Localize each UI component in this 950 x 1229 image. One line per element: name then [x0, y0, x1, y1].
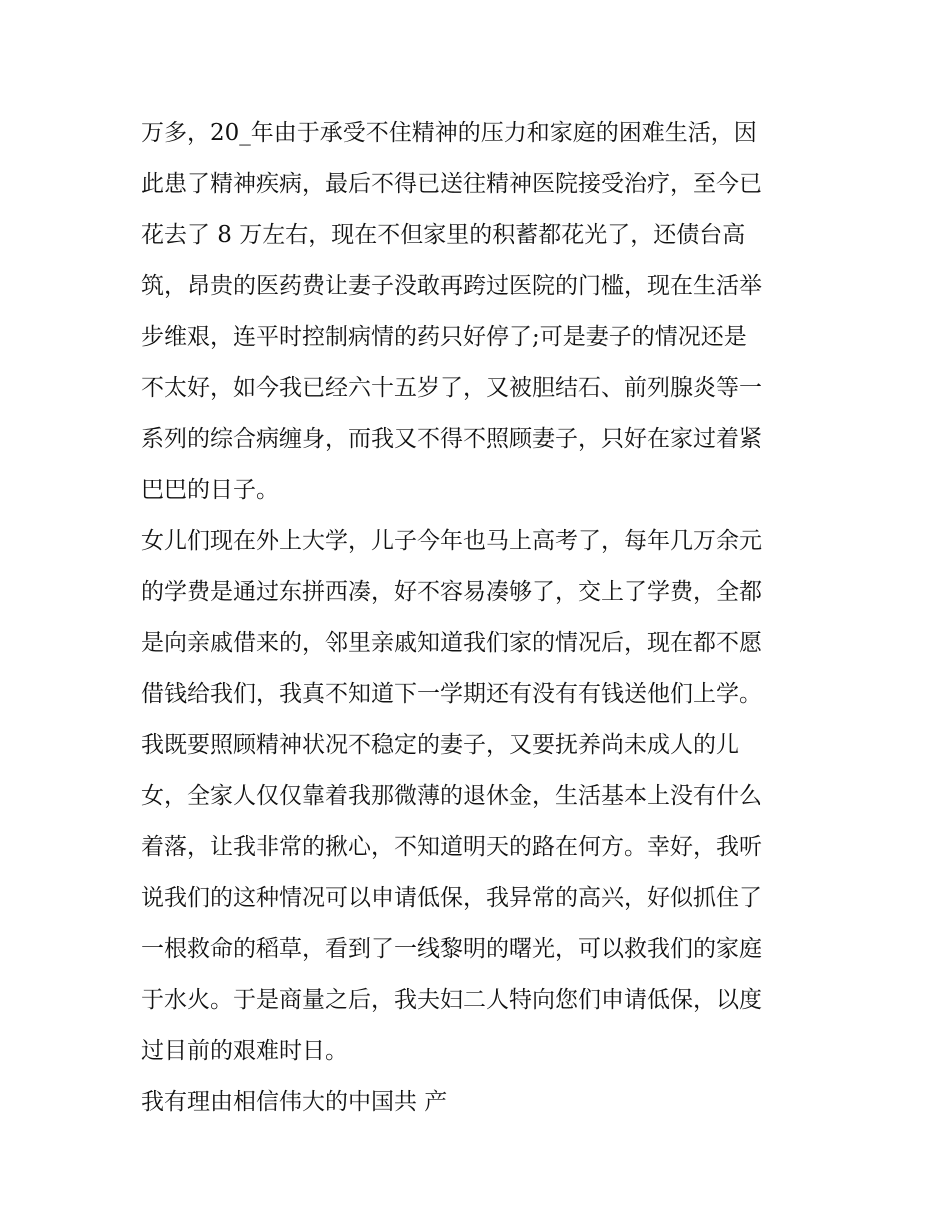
text-line: 说我们的这种情况可以申请低保，我异常的高兴，好似抓住了	[141, 885, 762, 911]
text-line: 我既要照顾精神状况不稳定的妻子，又要抚养尚未成人的儿	[141, 732, 739, 758]
text-line: 花去了 8 万左右，现在不但家里的积蓄都花光了，还债台高	[141, 222, 746, 248]
text-line: 巴巴的日子。	[141, 477, 279, 503]
paragraph-3	[141, 720, 813, 1077]
paragraph-4	[141, 1077, 813, 1128]
text-line: 是向亲戚借来的，邻里亲戚知道我们家的情况后，现在都不愿	[141, 630, 762, 656]
text-line: 一根救命的稻草，看到了一线黎明的曙光，可以救我们的家庭	[141, 936, 762, 962]
text-line: 于水火。于是商量之后，我夫妇二人特向您们申请低保，以度	[141, 987, 762, 1013]
text-line: 着落，让我非常的揪心，不知道明天的路在何方。幸好，我听	[141, 834, 762, 860]
text-line: 过目前的艰难时日。	[141, 1038, 348, 1064]
text-line: 此患了精神疾病，最后不得已送往精神医院接受治疗，至今已	[141, 171, 762, 197]
text-line: 万多，20_年由于承受不住精神的压力和家庭的困难生活，因	[141, 120, 757, 146]
text-line: 的学费是通过东拼西凑，好不容易凑够了，交上了学费，全都	[141, 579, 762, 605]
paragraph-1	[141, 108, 813, 516]
text-line: 不太好，如今我已经六十五岁了，又被胆结石、前列腺炎等一	[141, 375, 762, 401]
text-line: 女，全家人仅仅靠着我那微薄的退休金，生活基本上没有什么	[141, 783, 762, 809]
document-body	[141, 108, 813, 1128]
text-line: 筑，昂贵的医药费让妻子没敢再跨过医院的门槛，现在生活举	[141, 273, 762, 299]
text-line: 系列的综合病缠身，而我又不得不照顾妻子，只好在家过着紧	[141, 426, 762, 452]
text-line: 步维艰，连平时控制病情的药只好停了;可是妻子的情况还是	[141, 324, 747, 350]
text-line: 借钱给我们，我真不知道下一学期还有没有有钱送他们上学。	[141, 681, 762, 707]
text-line: 我有理由相信伟大的中国共 产	[141, 1089, 448, 1115]
text-line: 女儿们现在外上大学，儿子今年也马上高考了，每年几万余元	[141, 528, 762, 554]
paragraph-2	[141, 516, 813, 720]
